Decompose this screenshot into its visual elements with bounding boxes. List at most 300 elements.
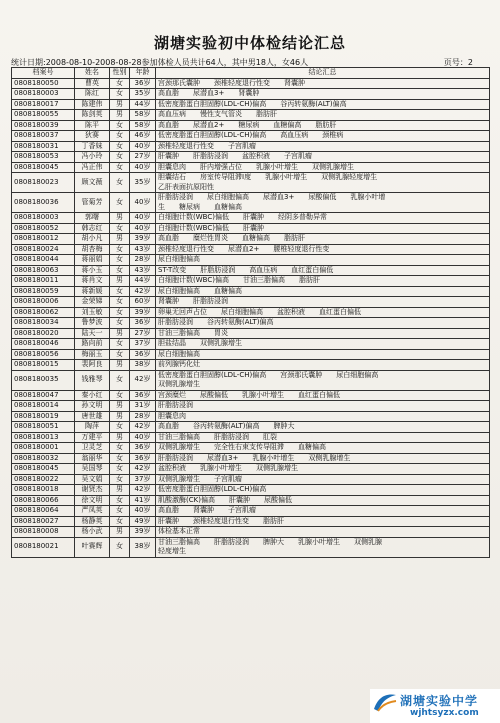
cell-sex: 女 xyxy=(110,516,130,527)
cell-sex: 女 xyxy=(110,131,130,142)
cell-conclusion xyxy=(156,223,490,234)
cell-age: 28岁 xyxy=(130,255,156,266)
cell-conclusion xyxy=(156,244,490,255)
cell-id: 0808180006 xyxy=(12,297,75,308)
conclusion-line: 白细胞计数(WBC)偏高 甘油三脂偏高 脂肪肝 xyxy=(158,276,320,284)
cell-sex: 女 xyxy=(110,120,130,131)
cell-name: 陈建伟 xyxy=(75,99,110,110)
cell-name: 陶萍 xyxy=(75,422,110,433)
cell-sex: 男 xyxy=(110,99,130,110)
cell-name: 吴文娟 xyxy=(75,474,110,485)
cell-sex: 女 xyxy=(110,152,130,163)
conclusion-line: 高血脂 尿潜血2+ 糖尿病 血糖偏高 脂肪肝 xyxy=(158,120,337,129)
table-row xyxy=(12,506,490,517)
cell-age: 43岁 xyxy=(130,244,156,255)
table-row xyxy=(12,244,490,255)
cell-age: 58岁 xyxy=(130,120,156,131)
table-row xyxy=(12,234,490,245)
cell-sex: 男 xyxy=(110,276,130,287)
table-row xyxy=(12,78,490,89)
table-row xyxy=(12,152,490,163)
cell-id: 0808180039 xyxy=(12,120,75,131)
school-logo-icon xyxy=(372,691,398,713)
conclusion-line: 肝脂肪浸润 谷丙转氨酶(ALT)偏高 xyxy=(158,318,274,326)
conclusion-line: 颈椎轻度退行性变 子宫肌瘤 xyxy=(158,141,256,150)
cell-conclusion xyxy=(156,474,490,485)
cell-age: 42岁 xyxy=(130,464,156,475)
conclusion-line: 双侧乳腺增生 子宫肌瘤 xyxy=(158,474,242,483)
watermark-url: wjhtsyzx.com xyxy=(410,708,479,718)
cell-sex: 女 xyxy=(110,193,130,213)
cell-conclusion xyxy=(156,339,490,350)
table-row xyxy=(12,495,490,506)
table-row xyxy=(12,516,490,527)
conclusion-line: 白细胞计数(WBC)偏低 肝囊肿 经阴多普勒异常 xyxy=(158,213,327,221)
conclusion-line: 盆腔积液 乳腺小叶增生 双侧乳腺增生 xyxy=(158,464,298,472)
conclusion-line: 高血脂 糜烂性胃炎 血糖偏高 脂肪肝 xyxy=(158,234,305,242)
cell-id: 0808180034 xyxy=(12,318,75,329)
cell-name: 陈红 xyxy=(75,89,110,100)
table-row xyxy=(12,265,490,276)
cell-id: 0808180035 xyxy=(12,370,75,390)
conclusion-line: 肾囊肿 肝脂肪浸润 xyxy=(158,297,228,305)
cell-name: 唐世雄 xyxy=(75,411,110,422)
cell-age: 40岁 xyxy=(130,213,156,224)
cell-id: 0808180018 xyxy=(12,485,75,496)
cell-id: 0808180022 xyxy=(12,474,75,485)
cell-name: 陆天一 xyxy=(75,328,110,339)
conclusion-line: 低密度脂蛋白胆固醇(LDL-CH)偏高 谷丙转氨酶(ALT)偏高 xyxy=(158,99,347,108)
conclusion-line: 胆盐结晶 双侧乳腺增生 xyxy=(158,339,242,347)
cell-conclusion xyxy=(156,89,490,100)
header-sex: 性别 xyxy=(110,68,130,79)
table-row xyxy=(12,286,490,297)
conclusion-line: 高血脂 尿潜血3+ 肾囊肿 xyxy=(158,89,260,97)
header-id: 档案号 xyxy=(12,68,75,79)
table-row xyxy=(12,339,490,350)
conclusion-line: 双侧乳腺增生 xyxy=(158,380,200,388)
cell-age: 36岁 xyxy=(130,349,156,360)
cell-age: 49岁 xyxy=(130,516,156,527)
cell-age: 40岁 xyxy=(130,193,156,213)
table-row xyxy=(12,360,490,371)
cell-id: 0808180063 xyxy=(12,265,75,276)
cell-conclusion xyxy=(156,411,490,422)
cell-id: 0808180059 xyxy=(12,286,75,297)
cell-conclusion xyxy=(156,120,490,131)
cell-conclusion xyxy=(156,265,490,276)
cell-sex: 女 xyxy=(110,173,130,193)
cell-conclusion xyxy=(156,390,490,401)
cell-name: 秦小红 xyxy=(75,390,110,401)
cell-sex: 女 xyxy=(110,537,130,557)
cell-name: 鲁梦波 xyxy=(75,318,110,329)
cell-sex: 女 xyxy=(110,474,130,485)
table-row xyxy=(12,297,490,308)
table-row xyxy=(12,328,490,339)
cell-id: 0808180056 xyxy=(12,349,75,360)
table-row xyxy=(12,464,490,475)
cell-age: 46岁 xyxy=(130,131,156,142)
cell-sex: 女 xyxy=(110,255,130,266)
cell-conclusion xyxy=(156,131,490,142)
cell-name: 吴国琴 xyxy=(75,464,110,475)
stats-summary: 统计日期:2008-08-10-2008-08-28参加体检人员共计64人，其中男18人，女46人 xyxy=(11,58,309,67)
cell-sex: 女 xyxy=(110,89,130,100)
header-age: 年龄 xyxy=(130,68,156,79)
cell-conclusion xyxy=(156,485,490,496)
table-row xyxy=(12,485,490,496)
cell-sex: 男 xyxy=(110,401,130,412)
conclusion-line: 体检基本正常 xyxy=(158,527,200,535)
cell-conclusion xyxy=(156,506,490,517)
cell-name: 杨静英 xyxy=(75,516,110,527)
cell-name: 胡杏梅 xyxy=(75,244,110,255)
cell-age: 28岁 xyxy=(130,411,156,422)
cell-name: 卫灵芝 xyxy=(75,443,110,454)
cell-conclusion xyxy=(156,276,490,287)
cell-id: 0808180001 xyxy=(12,443,75,454)
cell-name: 管菊芳 xyxy=(75,193,110,213)
cell-sex: 女 xyxy=(110,422,130,433)
cell-age: 40岁 xyxy=(130,223,156,234)
cell-age: 60岁 xyxy=(130,297,156,308)
cell-conclusion xyxy=(156,162,490,173)
cell-name: 顾文薇 xyxy=(75,173,110,193)
cell-age: 42岁 xyxy=(130,370,156,390)
cell-conclusion xyxy=(156,152,490,163)
conclusion-line: 轻度增生 xyxy=(158,547,186,555)
conclusion-line: 低密度脂蛋白胆固醇(LDL-CH)偏高 高血压病 颈椎病 xyxy=(158,131,344,139)
cell-sex: 女 xyxy=(110,464,130,475)
conclusion-line: 前列腺钙化灶 xyxy=(158,360,200,368)
cell-name: 刘玉敏 xyxy=(75,307,110,318)
conclusion-line: 低密度脂蛋白胆固醇(LDL-CH)偏高 xyxy=(158,485,267,493)
cell-sex: 男 xyxy=(110,360,130,371)
cell-sex: 男 xyxy=(110,213,130,224)
cell-name: 裴阿良 xyxy=(75,360,110,371)
cell-conclusion xyxy=(156,110,490,121)
conclusion-line: 尿白细胞偏高 血糖偏高 xyxy=(158,286,242,295)
table-row xyxy=(12,453,490,464)
table-row xyxy=(12,443,490,454)
cell-name: 蒋肖文 xyxy=(75,276,110,287)
cell-id: 0808180066 xyxy=(12,495,75,506)
cell-age: 36岁 xyxy=(130,443,156,454)
cell-age: 40岁 xyxy=(130,432,156,443)
table-row xyxy=(12,162,490,173)
table-row xyxy=(12,401,490,412)
cell-conclusion xyxy=(156,422,490,433)
document-title: 湖塘实验初中体检结论汇总 xyxy=(153,34,346,52)
conclusion-line: ST-T改变 肝脂肪浸润 高血压病 血红蛋白偏低 xyxy=(158,265,334,274)
cell-name: 徐文明 xyxy=(75,495,110,506)
cell-conclusion xyxy=(156,318,490,329)
table-row xyxy=(12,110,490,121)
cell-sex: 女 xyxy=(110,162,130,173)
table-row xyxy=(12,318,490,329)
cell-conclusion xyxy=(156,99,490,110)
table-row xyxy=(12,390,490,401)
cell-conclusion xyxy=(156,328,490,339)
cell-age: 39岁 xyxy=(130,234,156,245)
cell-age: 36岁 xyxy=(130,318,156,329)
cell-age: 42岁 xyxy=(130,286,156,297)
cell-name: 翁丽华 xyxy=(75,453,110,464)
table-row xyxy=(12,141,490,152)
exam-summary-table xyxy=(11,67,490,558)
cell-conclusion xyxy=(156,234,490,245)
cell-id: 0808180052 xyxy=(12,223,75,234)
cell-sex: 女 xyxy=(110,318,130,329)
cell-age: 41岁 xyxy=(130,495,156,506)
cell-sex: 女 xyxy=(110,297,130,308)
cell-conclusion xyxy=(156,453,490,464)
cell-age: 35岁 xyxy=(130,89,156,100)
conclusion-line: 宫颈那氏囊肿 颈椎轻度退行性变 肾囊肿 xyxy=(158,78,305,87)
cell-id: 0808180064 xyxy=(12,506,75,517)
cell-id: 0808180044 xyxy=(12,255,75,266)
table-row xyxy=(12,89,490,100)
cell-age: 42岁 xyxy=(130,422,156,433)
cell-sex: 女 xyxy=(110,339,130,350)
cell-sex: 女 xyxy=(110,244,130,255)
cell-name: 严凤英 xyxy=(75,506,110,517)
cell-age: 38岁 xyxy=(130,360,156,371)
cell-id: 0808180019 xyxy=(12,411,75,422)
cell-sex: 女 xyxy=(110,390,130,401)
header-name: 姓名 xyxy=(75,68,110,79)
table-row xyxy=(12,349,490,360)
conclusion-line: 甘油三脂偏高 胃炎 xyxy=(158,328,228,337)
cell-name: 金荣娣 xyxy=(75,297,110,308)
cell-age: 42岁 xyxy=(130,485,156,496)
cell-sex: 女 xyxy=(110,349,130,360)
conclusion-line: 甘油三脂偏高 肝脂肪浸润 脾肿大 乳腺小叶增生 双侧乳腺 xyxy=(158,537,382,546)
conclusion-line: 尿白细胞偏高 xyxy=(158,349,200,358)
cell-id: 0808180036 xyxy=(12,193,75,213)
cell-id: 0808180011 xyxy=(12,276,75,287)
conclusion-line: 肝脂肪浸润 尿白细胞偏高 尿潜血3+ 尿酸偏低 乳腺小叶增 xyxy=(158,193,386,201)
cell-id: 0808180008 xyxy=(12,527,75,538)
cell-id: 0808180031 xyxy=(12,141,75,152)
cell-sex: 女 xyxy=(110,307,130,318)
table-row xyxy=(12,223,490,234)
cell-age: 40岁 xyxy=(130,141,156,152)
conclusion-line: 乙肝表面抗原阳性 xyxy=(158,182,214,191)
cell-age: 40岁 xyxy=(130,506,156,517)
cell-sex: 女 xyxy=(110,78,130,89)
cell-id: 0808180013 xyxy=(12,432,75,443)
cell-id: 0808180014 xyxy=(12,401,75,412)
cell-age: 37岁 xyxy=(130,339,156,350)
cell-age: 39岁 xyxy=(130,527,156,538)
table-row xyxy=(12,193,490,213)
cell-conclusion xyxy=(156,432,490,443)
cell-age: 58岁 xyxy=(130,110,156,121)
cell-age: 38岁 xyxy=(130,537,156,557)
table-row xyxy=(12,255,490,266)
conclusion-line: 肝脂肪浸润 尿潜血3+ 乳腺小叶增生 双侧乳腺增生 xyxy=(158,453,351,462)
cell-id: 0808180051 xyxy=(12,422,75,433)
cell-sex: 女 xyxy=(110,453,130,464)
cell-sex: 男 xyxy=(110,234,130,245)
cell-sex: 男 xyxy=(110,485,130,496)
cell-sex: 男 xyxy=(110,432,130,443)
cell-sex: 女 xyxy=(110,286,130,297)
cell-conclusion xyxy=(156,401,490,412)
table-row xyxy=(12,527,490,538)
cell-conclusion xyxy=(156,297,490,308)
cell-sex: 男 xyxy=(110,110,130,121)
cell-name: 蒋丽娟 xyxy=(75,255,110,266)
cell-conclusion xyxy=(156,464,490,475)
watermark-logo xyxy=(370,689,500,723)
table-row xyxy=(12,276,490,287)
conclusion-line: 尿白细胞偏高 xyxy=(158,255,200,263)
cell-id: 0808180024 xyxy=(12,244,75,255)
cell-name: 蒋新媛 xyxy=(75,286,110,297)
conclusion-line: 甘油三脂偏高 肝脂肪浸润 肛裂 xyxy=(158,432,277,441)
table-row xyxy=(12,213,490,224)
cell-name: 陈剑英 xyxy=(75,110,110,121)
conclusion-line: 卵巢无回声占位 尿白细胞偏高 盆腔积液 血红蛋白偏低 xyxy=(158,307,361,316)
cell-name: 丁香妹 xyxy=(75,141,110,152)
cell-age: 35岁 xyxy=(130,173,156,193)
cell-name: 曹英 xyxy=(75,78,110,89)
cell-age: 40岁 xyxy=(130,162,156,173)
cell-conclusion xyxy=(156,349,490,360)
cell-age: 31岁 xyxy=(130,401,156,412)
table-row xyxy=(12,131,490,142)
cell-name: 孙文明 xyxy=(75,401,110,412)
conclusion-line: 胆囊息肉 肝内增强占位 乳腺小叶增生 双侧乳腺增生 xyxy=(158,162,354,171)
cell-id: 0808180046 xyxy=(12,339,75,350)
cell-id: 0808180012 xyxy=(12,234,75,245)
header-conclusion: 结论汇总 xyxy=(156,68,490,79)
cell-name: 蒋小玉 xyxy=(75,265,110,276)
cell-conclusion xyxy=(156,495,490,506)
cell-age: 36岁 xyxy=(130,390,156,401)
cell-conclusion xyxy=(156,255,490,266)
cell-conclusion xyxy=(156,193,490,213)
cell-sex: 女 xyxy=(110,443,130,454)
cell-conclusion xyxy=(156,78,490,89)
cell-name: 冯正伟 xyxy=(75,162,110,173)
conclusion-line: 高血脂 肾囊肿 子宫肌瘤 xyxy=(158,506,256,514)
cell-age: 37岁 xyxy=(130,474,156,485)
cell-id: 0808180021 xyxy=(12,537,75,557)
cell-name: 杨小武 xyxy=(75,527,110,538)
cell-name: 狄赛 xyxy=(75,131,110,142)
cell-id: 0808180003 xyxy=(12,89,75,100)
cell-conclusion xyxy=(156,173,490,193)
cell-name: 陈平 xyxy=(75,120,110,131)
table-row xyxy=(12,99,490,110)
cell-name: 钱雅琴 xyxy=(75,370,110,390)
cell-name: 梅丽玉 xyxy=(75,349,110,360)
cell-name: 冯小玲 xyxy=(75,152,110,163)
table-row xyxy=(12,411,490,422)
cell-id: 0808180015 xyxy=(12,360,75,371)
cell-id: 0808180020 xyxy=(12,328,75,339)
cell-id: 0808180037 xyxy=(12,131,75,142)
cell-age: 36岁 xyxy=(130,453,156,464)
cell-id: 0808180045 xyxy=(12,464,75,475)
table-row xyxy=(12,370,490,390)
cell-sex: 男 xyxy=(110,411,130,422)
cell-id: 0808180062 xyxy=(12,307,75,318)
cell-id: 0808180017 xyxy=(12,99,75,110)
cell-conclusion xyxy=(156,307,490,318)
cell-conclusion xyxy=(156,516,490,527)
cell-id: 0808180003 xyxy=(12,213,75,224)
cell-id: 0808180045 xyxy=(12,162,75,173)
conclusion-line: 高血压病 慢性支气管炎 脂肪肝 xyxy=(158,110,277,118)
cell-sex: 男 xyxy=(110,328,130,339)
conclusion-line: 胆囊息肉 xyxy=(158,411,186,420)
cell-sex: 女 xyxy=(110,495,130,506)
conclusion-line: 肝囊肿 颈椎轻度退行性变 脂肪肝 xyxy=(158,516,284,525)
conclusion-line: 肝脂肪浸润 xyxy=(158,401,193,409)
table-row xyxy=(12,432,490,443)
conclusion-line: 肌酸激酶(CK)偏高 肝囊肿 尿酸偏低 xyxy=(158,495,292,504)
conclusion-line: 双侧乳腺增生 完全性右束支传导阻滞 血糖偏高 xyxy=(158,443,326,451)
cell-age: 43岁 xyxy=(130,265,156,276)
table-row xyxy=(12,537,490,557)
cell-name: 郭曙 xyxy=(75,213,110,224)
cell-name: 谢贤杰 xyxy=(75,485,110,496)
cell-sex: 女 xyxy=(110,506,130,517)
cell-name: 路向前 xyxy=(75,339,110,350)
cell-id: 0808180050 xyxy=(12,78,75,89)
cell-sex: 男 xyxy=(110,527,130,538)
conclusion-line: 白细胞计数(WBC)偏低 肝囊肿 xyxy=(158,223,264,232)
cell-conclusion xyxy=(156,141,490,152)
conclusion-line: 低密度脂蛋白胆固醇(LDL-CH)偏高 宫颈那氏囊肿 尿白细胞偏高 xyxy=(158,370,379,379)
watermark-name: 湖塘实验中学 xyxy=(400,694,479,708)
cell-age: 39岁 xyxy=(130,307,156,318)
cell-age: 27岁 xyxy=(130,328,156,339)
cell-id: 0808180053 xyxy=(12,152,75,163)
cell-conclusion xyxy=(156,286,490,297)
cell-sex: 女 xyxy=(110,141,130,152)
cell-conclusion xyxy=(156,213,490,224)
cell-age: 44岁 xyxy=(130,276,156,287)
conclusion-line: 宫颈糜烂 尿酸偏低 乳腺小叶增生 血红蛋白偏低 xyxy=(158,390,340,399)
cell-name: 万建平 xyxy=(75,432,110,443)
cell-name: 叶赛辉 xyxy=(75,537,110,557)
cell-conclusion xyxy=(156,443,490,454)
table-row xyxy=(12,173,490,193)
table-row xyxy=(12,307,490,318)
table-row xyxy=(12,422,490,433)
cell-age: 36岁 xyxy=(130,78,156,89)
cell-sex: 女 xyxy=(110,370,130,390)
cell-id: 0808180027 xyxy=(12,516,75,527)
cell-id: 0808180047 xyxy=(12,390,75,401)
table-header-row xyxy=(12,68,490,79)
cell-sex: 女 xyxy=(110,223,130,234)
cell-name: 韩志红 xyxy=(75,223,110,234)
conclusion-line: 肝囊肿 肝脂肪浸润 盆腔积液 子宫肌瘤 xyxy=(158,152,312,160)
cell-age: 44岁 xyxy=(130,99,156,110)
table-body xyxy=(12,78,490,557)
cell-sex: 女 xyxy=(110,265,130,276)
table-row xyxy=(12,474,490,485)
cell-name: 胡小凡 xyxy=(75,234,110,245)
conclusion-line: 颈椎轻度退行性变 尿潜血2+ 腰椎轻度退行性变 xyxy=(158,244,330,253)
